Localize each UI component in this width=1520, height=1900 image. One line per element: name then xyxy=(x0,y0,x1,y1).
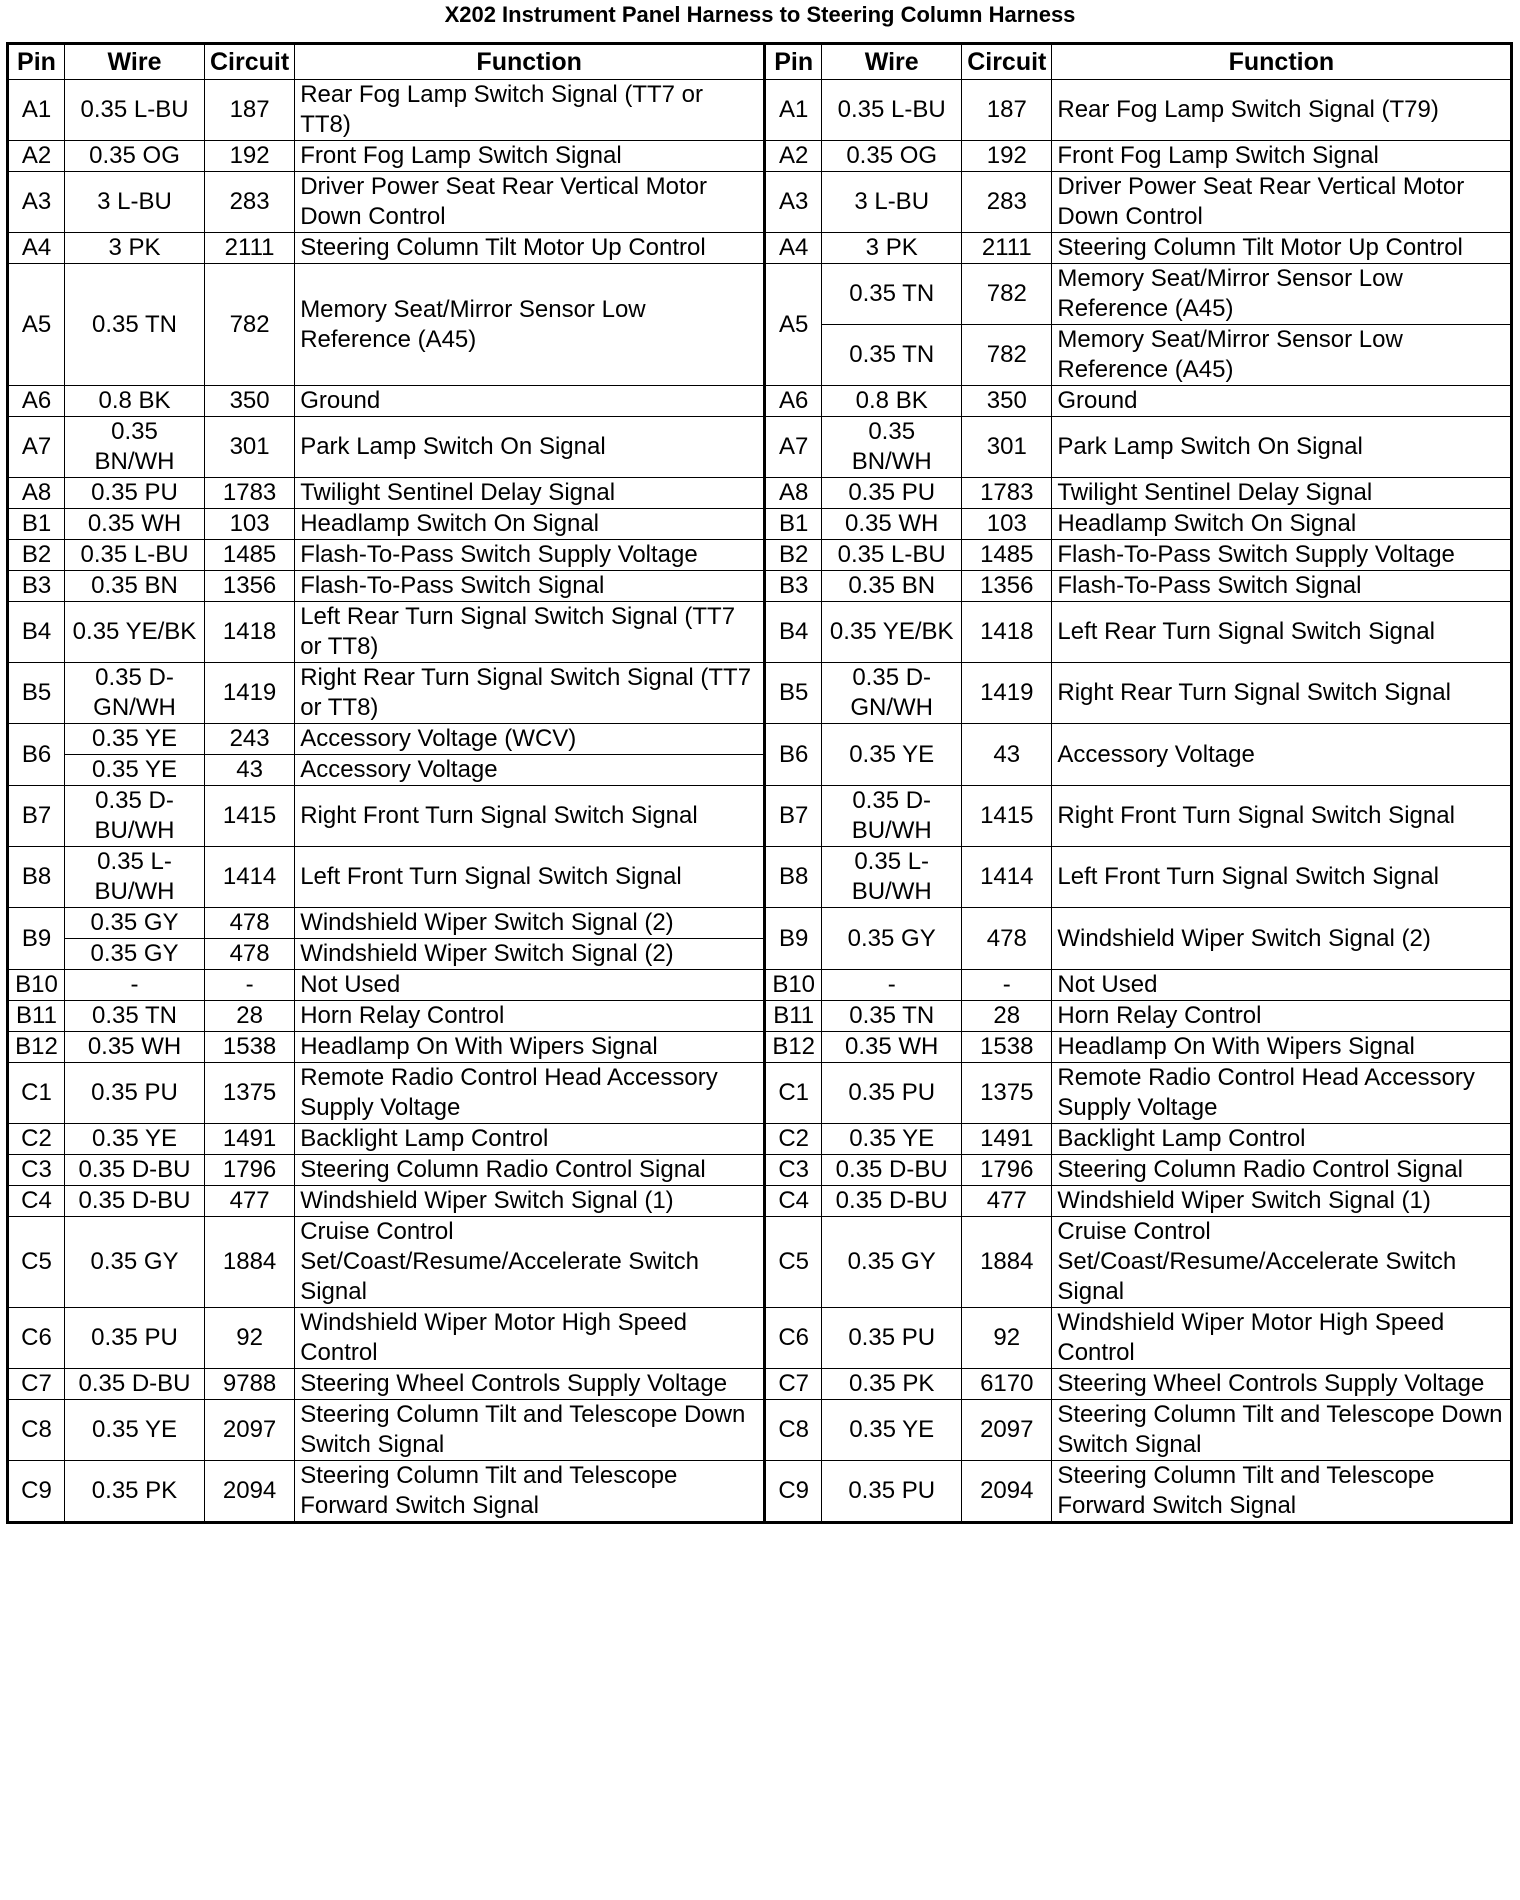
circuit-cell: 301 xyxy=(205,417,295,478)
function-cell: Right Front Turn Signal Switch Signal xyxy=(295,786,765,847)
header-function: Function xyxy=(1052,44,1512,80)
circuit-cell: 1491 xyxy=(962,1124,1052,1155)
circuit-cell: 1884 xyxy=(205,1217,295,1308)
function-cell: Windshield Wiper Switch Signal (1) xyxy=(1052,1186,1512,1217)
wire-cell: 0.35 BN xyxy=(65,571,205,602)
header-row xyxy=(8,44,1512,80)
function-cell: Steering Column Tilt and Telescope Forward Switch Signal xyxy=(1052,1461,1512,1523)
wire-cell: 0.35 OG xyxy=(822,141,962,172)
wire-cell: 0.35 L-BU xyxy=(65,80,205,141)
circuit-cell: - xyxy=(205,970,295,1001)
circuit-cell: 478 xyxy=(962,908,1052,970)
wire-cell: 0.35 YE xyxy=(65,1124,205,1155)
pin-cell: C7 xyxy=(8,1369,65,1400)
table-row xyxy=(8,478,1512,509)
circuit-cell: 782 xyxy=(962,325,1052,386)
pin-cell: A8 xyxy=(8,478,65,509)
table-row xyxy=(8,172,1512,233)
wire-cell: 0.35 OG xyxy=(65,141,205,172)
pin-cell: B5 xyxy=(765,663,822,724)
wire-cell: 0.35 D-GN/WH xyxy=(822,663,962,724)
circuit-cell: 350 xyxy=(962,386,1052,417)
wire-cell: 0.35 L-BU/WH xyxy=(822,847,962,908)
pin-cell: B3 xyxy=(8,571,65,602)
function-cell: Steering Column Tilt and Telescope Forward Switch Signal xyxy=(295,1461,765,1523)
function-cell: Horn Relay Control xyxy=(1052,1001,1512,1032)
function-cell: Left Rear Turn Signal Switch Signal xyxy=(1052,602,1512,663)
circuit-cell: 1491 xyxy=(205,1124,295,1155)
function-cell: Headlamp Switch On Signal xyxy=(1052,509,1512,540)
pin-cell: B6 xyxy=(765,724,822,786)
function-cell: Windshield Wiper Motor High Speed Control xyxy=(1052,1308,1512,1369)
wire-cell: 0.35 TN xyxy=(822,264,962,325)
function-cell: Park Lamp Switch On Signal xyxy=(1052,417,1512,478)
pin-cell: A6 xyxy=(765,386,822,417)
circuit-cell: 1414 xyxy=(962,847,1052,908)
pin-cell: A6 xyxy=(8,386,65,417)
wire-cell: 0.35 PU xyxy=(822,478,962,509)
wire-cell: 0.8 BK xyxy=(65,386,205,417)
wire-cell: 0.35 WH xyxy=(822,509,962,540)
table-row xyxy=(8,1308,1512,1369)
table-row xyxy=(8,663,1512,724)
function-cell: Left Front Turn Signal Switch Signal xyxy=(295,847,765,908)
function-cell: Rear Fog Lamp Switch Signal (TT7 or TT8) xyxy=(295,80,765,141)
circuit-cell: 1538 xyxy=(962,1032,1052,1063)
table-row xyxy=(8,540,1512,571)
connector-table xyxy=(6,42,1513,1524)
pin-cell: B12 xyxy=(8,1032,65,1063)
circuit-cell: 28 xyxy=(205,1001,295,1032)
wire-cell: 0.35 YE xyxy=(65,755,205,786)
circuit-cell: 1414 xyxy=(205,847,295,908)
circuit-cell: 192 xyxy=(962,141,1052,172)
header-pin: Pin xyxy=(765,44,822,80)
wire-cell: 0.35 YE xyxy=(822,1400,962,1461)
pin-cell: C9 xyxy=(8,1461,65,1523)
function-cell: Left Rear Turn Signal Switch Signal (TT7 or TT8) xyxy=(295,602,765,663)
wire-cell: 0.35 GY xyxy=(65,908,205,939)
pin-cell: C1 xyxy=(8,1063,65,1124)
wire-cell: 0.35 PK xyxy=(65,1461,205,1523)
table-row xyxy=(8,1032,1512,1063)
function-cell: Accessory Voltage xyxy=(1052,724,1512,786)
pin-cell: A7 xyxy=(8,417,65,478)
function-cell: Steering Column Radio Control Signal xyxy=(1052,1155,1512,1186)
pin-cell: C5 xyxy=(8,1217,65,1308)
wire-cell: 0.35 D-BU xyxy=(65,1186,205,1217)
wire-cell: 0.35 YE/BK xyxy=(65,602,205,663)
circuit-cell: 1485 xyxy=(962,540,1052,571)
table-row xyxy=(8,264,1512,325)
circuit-cell: 350 xyxy=(205,386,295,417)
function-cell: Remote Radio Control Head Accessory Supply Voltage xyxy=(295,1063,765,1124)
function-cell: Front Fog Lamp Switch Signal xyxy=(295,141,765,172)
wire-cell: 0.35 WH xyxy=(65,509,205,540)
function-cell: Steering Column Tilt Motor Up Control xyxy=(295,233,765,264)
circuit-cell: 243 xyxy=(205,724,295,755)
circuit-cell: 2111 xyxy=(962,233,1052,264)
wire-cell: 0.35 YE xyxy=(65,1400,205,1461)
header-wire: Wire xyxy=(65,44,205,80)
wire-cell: 0.35 TN xyxy=(65,1001,205,1032)
function-cell: Memory Seat/Mirror Sensor Low Reference (A45) xyxy=(295,264,765,386)
table-row xyxy=(8,908,1512,939)
function-cell: Flash-To-Pass Switch Signal xyxy=(295,571,765,602)
pin-cell: C4 xyxy=(765,1186,822,1217)
function-cell: Flash-To-Pass Switch Supply Voltage xyxy=(1052,540,1512,571)
function-cell: Steering Wheel Controls Supply Voltage xyxy=(1052,1369,1512,1400)
pin-cell: B5 xyxy=(8,663,65,724)
circuit-cell: 2097 xyxy=(205,1400,295,1461)
function-cell: Flash-To-Pass Switch Supply Voltage xyxy=(295,540,765,571)
pin-cell: A4 xyxy=(8,233,65,264)
function-cell: Backlight Lamp Control xyxy=(1052,1124,1512,1155)
wire-cell: 0.35 PU xyxy=(65,1308,205,1369)
circuit-cell: 1375 xyxy=(205,1063,295,1124)
pin-cell: C4 xyxy=(8,1186,65,1217)
circuit-cell: 283 xyxy=(205,172,295,233)
function-cell: Left Front Turn Signal Switch Signal xyxy=(1052,847,1512,908)
circuit-cell: 1419 xyxy=(205,663,295,724)
function-cell: Cruise Control Set/Coast/Resume/Accelerate Switch Signal xyxy=(295,1217,765,1308)
table-row xyxy=(8,386,1512,417)
pin-cell: C7 xyxy=(765,1369,822,1400)
circuit-cell: 1415 xyxy=(962,786,1052,847)
pin-cell: B7 xyxy=(8,786,65,847)
page-title: X202 Instrument Panel Harness to Steering Column Harness xyxy=(444,2,1076,27)
pin-cell: A8 xyxy=(765,478,822,509)
table-row xyxy=(8,786,1512,847)
table-row xyxy=(8,233,1512,264)
pin-cell: B8 xyxy=(765,847,822,908)
table-row xyxy=(8,970,1512,1001)
wire-cell: 0.35 D-BU/WH xyxy=(822,786,962,847)
function-cell: Twilight Sentinel Delay Signal xyxy=(295,478,765,509)
pin-cell: B2 xyxy=(8,540,65,571)
function-cell: Backlight Lamp Control xyxy=(295,1124,765,1155)
wire-cell: 0.35 YE xyxy=(822,724,962,786)
table-row xyxy=(8,724,1512,755)
function-cell: Headlamp On With Wipers Signal xyxy=(1052,1032,1512,1063)
function-cell: Steering Column Tilt and Telescope Down Switch Signal xyxy=(295,1400,765,1461)
function-cell: Steering Wheel Controls Supply Voltage xyxy=(295,1369,765,1400)
table-row xyxy=(8,847,1512,908)
pin-cell: B4 xyxy=(765,602,822,663)
wire-cell: 0.35 D-BU xyxy=(65,1155,205,1186)
wire-cell: 3 PK xyxy=(822,233,962,264)
table-row xyxy=(8,417,1512,478)
wire-cell: 0.8 BK xyxy=(822,386,962,417)
circuit-cell: 301 xyxy=(962,417,1052,478)
circuit-cell: 1356 xyxy=(962,571,1052,602)
wire-cell: 0.35 PK xyxy=(822,1369,962,1400)
pin-cell: C6 xyxy=(8,1308,65,1369)
function-cell: Right Rear Turn Signal Switch Signal xyxy=(1052,663,1512,724)
circuit-cell: 477 xyxy=(962,1186,1052,1217)
wire-cell: 3 L-BU xyxy=(822,172,962,233)
pin-cell: C8 xyxy=(8,1400,65,1461)
header-wire: Wire xyxy=(822,44,962,80)
pin-cell: C8 xyxy=(765,1400,822,1461)
function-cell: Steering Column Tilt Motor Up Control xyxy=(1052,233,1512,264)
table-row xyxy=(8,571,1512,602)
pin-cell: B10 xyxy=(765,970,822,1001)
pin-cell: B3 xyxy=(765,571,822,602)
table-row xyxy=(8,1001,1512,1032)
wire-cell: 0.35 YE/BK xyxy=(822,602,962,663)
table-row xyxy=(8,1369,1512,1400)
circuit-cell: 283 xyxy=(962,172,1052,233)
pin-cell: A4 xyxy=(765,233,822,264)
function-cell: Memory Seat/Mirror Sensor Low Reference (A45) xyxy=(1052,325,1512,386)
circuit-cell: 187 xyxy=(205,80,295,141)
table-row xyxy=(8,602,1512,663)
pin-cell: B7 xyxy=(765,786,822,847)
circuit-cell: 1783 xyxy=(962,478,1052,509)
pin-cell: B9 xyxy=(765,908,822,970)
pin-cell: B4 xyxy=(8,602,65,663)
wire-cell: 0.35 L-BU xyxy=(822,80,962,141)
circuit-cell: 43 xyxy=(962,724,1052,786)
pin-cell: A1 xyxy=(8,80,65,141)
function-cell: Ground xyxy=(1052,386,1512,417)
wire-cell: 0.35 BN/WH xyxy=(822,417,962,478)
circuit-cell: 2111 xyxy=(205,233,295,264)
function-cell: Not Used xyxy=(295,970,765,1001)
circuit-cell: 1419 xyxy=(962,663,1052,724)
table-row xyxy=(8,1217,1512,1308)
wire-cell: 0.35 GY xyxy=(65,939,205,970)
wire-cell: 0.35 PU xyxy=(65,1063,205,1124)
table-row xyxy=(8,1461,1512,1523)
function-cell: Not Used xyxy=(1052,970,1512,1001)
pin-cell: C6 xyxy=(765,1308,822,1369)
function-cell: Windshield Wiper Switch Signal (2) xyxy=(1052,908,1512,970)
function-cell: Windshield Wiper Switch Signal (2) xyxy=(295,939,765,970)
function-cell: Cruise Control Set/Coast/Resume/Accelerate Switch Signal xyxy=(1052,1217,1512,1308)
wire-cell: 0.35 TN xyxy=(65,264,205,386)
circuit-cell: 477 xyxy=(205,1186,295,1217)
circuit-cell: 43 xyxy=(205,755,295,786)
wire-cell: 0.35 D-BU xyxy=(65,1369,205,1400)
table-row xyxy=(8,1124,1512,1155)
wire-cell: 0.35 D-BU xyxy=(822,1155,962,1186)
wire-cell: - xyxy=(65,970,205,1001)
pin-cell: B6 xyxy=(8,724,65,786)
header-circuit: Circuit xyxy=(962,44,1052,80)
pin-cell: A7 xyxy=(765,417,822,478)
pin-cell: B2 xyxy=(765,540,822,571)
wire-cell: 0.35 D-GN/WH xyxy=(65,663,205,724)
circuit-cell: 103 xyxy=(962,509,1052,540)
wire-cell: 0.35 PU xyxy=(822,1461,962,1523)
pin-cell: A2 xyxy=(8,141,65,172)
circuit-cell: 6170 xyxy=(962,1369,1052,1400)
wire-cell: 0.35 L-BU xyxy=(822,540,962,571)
function-cell: Memory Seat/Mirror Sensor Low Reference (A45) xyxy=(1052,264,1512,325)
circuit-cell: 2094 xyxy=(205,1461,295,1523)
header-pin: Pin xyxy=(8,44,65,80)
pin-cell: B10 xyxy=(8,970,65,1001)
table-wrapper xyxy=(6,42,1513,1524)
function-cell: Front Fog Lamp Switch Signal xyxy=(1052,141,1512,172)
function-cell: Park Lamp Switch On Signal xyxy=(295,417,765,478)
header-function: Function xyxy=(295,44,765,80)
pin-cell: C2 xyxy=(8,1124,65,1155)
wire-cell: 3 PK xyxy=(65,233,205,264)
function-cell: Flash-To-Pass Switch Signal xyxy=(1052,571,1512,602)
wire-cell: 0.35 PU xyxy=(822,1308,962,1369)
pin-cell: C2 xyxy=(765,1124,822,1155)
pin-cell: A2 xyxy=(765,141,822,172)
circuit-cell: 1783 xyxy=(205,478,295,509)
function-cell: Headlamp On With Wipers Signal xyxy=(295,1032,765,1063)
pin-cell: B12 xyxy=(765,1032,822,1063)
wire-cell: 0.35 D-BU/WH xyxy=(65,786,205,847)
header-circuit: Circuit xyxy=(205,44,295,80)
table-row xyxy=(8,141,1512,172)
function-cell: Ground xyxy=(295,386,765,417)
pin-cell: A5 xyxy=(8,264,65,386)
pin-cell: A3 xyxy=(8,172,65,233)
table-row xyxy=(8,1186,1512,1217)
pin-cell: B1 xyxy=(765,509,822,540)
circuit-cell: 1796 xyxy=(962,1155,1052,1186)
circuit-cell: 2097 xyxy=(962,1400,1052,1461)
table-row xyxy=(8,80,1512,141)
table-row xyxy=(8,1400,1512,1461)
table-row xyxy=(8,1063,1512,1124)
circuit-cell: 478 xyxy=(205,939,295,970)
circuit-cell: 1538 xyxy=(205,1032,295,1063)
pin-cell: B1 xyxy=(8,509,65,540)
pin-cell: B11 xyxy=(8,1001,65,1032)
circuit-cell: 2094 xyxy=(962,1461,1052,1523)
wire-cell: 0.35 PU xyxy=(65,478,205,509)
pin-cell: B9 xyxy=(8,908,65,970)
wire-cell: 0.35 BN xyxy=(822,571,962,602)
circuit-cell: 1418 xyxy=(962,602,1052,663)
function-cell: Accessory Voltage xyxy=(295,755,765,786)
pin-cell: C9 xyxy=(765,1461,822,1523)
circuit-cell: 28 xyxy=(962,1001,1052,1032)
wire-cell: 0.35 PU xyxy=(822,1063,962,1124)
wire-cell: 0.35 WH xyxy=(65,1032,205,1063)
wire-cell: 0.35 GY xyxy=(822,1217,962,1308)
circuit-cell: 1356 xyxy=(205,571,295,602)
table-row xyxy=(8,1155,1512,1186)
wire-cell: 0.35 BN/WH xyxy=(65,417,205,478)
function-cell: Horn Relay Control xyxy=(295,1001,765,1032)
pin-cell: C3 xyxy=(8,1155,65,1186)
pin-cell: C3 xyxy=(765,1155,822,1186)
function-cell: Twilight Sentinel Delay Signal xyxy=(1052,478,1512,509)
pin-cell: C5 xyxy=(765,1217,822,1308)
circuit-cell: - xyxy=(962,970,1052,1001)
wire-cell: - xyxy=(822,970,962,1001)
wire-cell: 0.35 TN xyxy=(822,1001,962,1032)
function-cell: Driver Power Seat Rear Vertical Motor Down Control xyxy=(1052,172,1512,233)
circuit-cell: 1415 xyxy=(205,786,295,847)
circuit-cell: 1375 xyxy=(962,1063,1052,1124)
pin-cell: B8 xyxy=(8,847,65,908)
circuit-cell: 1485 xyxy=(205,540,295,571)
circuit-cell: 1796 xyxy=(205,1155,295,1186)
pin-cell: A3 xyxy=(765,172,822,233)
circuit-cell: 782 xyxy=(205,264,295,386)
pin-cell: B11 xyxy=(765,1001,822,1032)
circuit-cell: 192 xyxy=(205,141,295,172)
circuit-cell: 478 xyxy=(205,908,295,939)
function-cell: Accessory Voltage (WCV) xyxy=(295,724,765,755)
function-cell: Driver Power Seat Rear Vertical Motor Down Control xyxy=(295,172,765,233)
wire-cell: 3 L-BU xyxy=(65,172,205,233)
function-cell: Steering Column Tilt and Telescope Down Switch Signal xyxy=(1052,1400,1512,1461)
function-cell: Headlamp Switch On Signal xyxy=(295,509,765,540)
circuit-cell: 187 xyxy=(962,80,1052,141)
circuit-cell: 782 xyxy=(962,264,1052,325)
function-cell: Windshield Wiper Switch Signal (2) xyxy=(295,908,765,939)
function-cell: Right Front Turn Signal Switch Signal xyxy=(1052,786,1512,847)
wire-cell: 0.35 GY xyxy=(822,908,962,970)
circuit-cell: 92 xyxy=(205,1308,295,1369)
wire-cell: 0.35 YE xyxy=(822,1124,962,1155)
pin-cell: A5 xyxy=(765,264,822,386)
wire-cell: 0.35 D-BU xyxy=(822,1186,962,1217)
function-cell: Steering Column Radio Control Signal xyxy=(295,1155,765,1186)
function-cell: Right Rear Turn Signal Switch Signal (TT7 or TT8) xyxy=(295,663,765,724)
function-cell: Windshield Wiper Switch Signal (1) xyxy=(295,1186,765,1217)
wire-cell: 0.35 L-BU xyxy=(65,540,205,571)
pin-cell: A1 xyxy=(765,80,822,141)
table-row xyxy=(8,509,1512,540)
circuit-cell: 1418 xyxy=(205,602,295,663)
wire-cell: 0.35 YE xyxy=(65,724,205,755)
function-cell: Remote Radio Control Head Accessory Supply Voltage xyxy=(1052,1063,1512,1124)
circuit-cell: 92 xyxy=(962,1308,1052,1369)
circuit-cell: 9788 xyxy=(205,1369,295,1400)
wire-cell: 0.35 GY xyxy=(65,1217,205,1308)
wire-cell: 0.35 TN xyxy=(822,325,962,386)
wire-cell: 0.35 WH xyxy=(822,1032,962,1063)
circuit-cell: 103 xyxy=(205,509,295,540)
wire-cell: 0.35 L-BU/WH xyxy=(65,847,205,908)
function-cell: Rear Fog Lamp Switch Signal (T79) xyxy=(1052,80,1512,141)
circuit-cell: 1884 xyxy=(962,1217,1052,1308)
function-cell: Windshield Wiper Motor High Speed Control xyxy=(295,1308,765,1369)
pin-cell: C1 xyxy=(765,1063,822,1124)
